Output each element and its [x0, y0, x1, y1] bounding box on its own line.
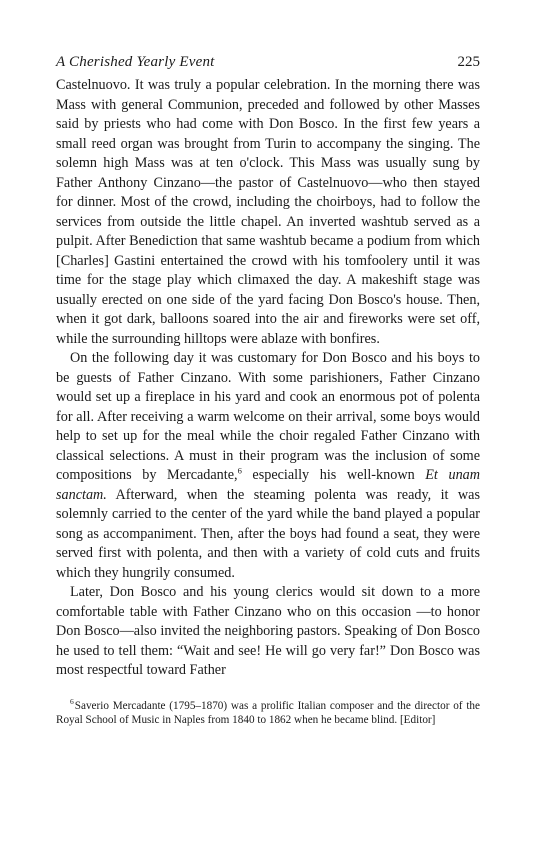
running-title: A Cherished Yearly Event	[56, 54, 215, 70]
paragraph-2-part-b: especially his well-known	[241, 467, 426, 483]
footnote-mark: 6	[70, 696, 74, 706]
footnote-reference: 6	[237, 465, 242, 476]
paragraph-2	[56, 349, 480, 583]
body-text	[56, 76, 480, 681]
paragraph-1: Castelnuovo. It was truly a popular celebration. In the morning there was Mass with general Communion, preceded and followed by other Masses said by priests who had come with Don Bosco. In the first few years a small reed organ was brought from Turin to accompany the singing. The solemn high Mass was at ten o'clock. This Mass was usually sung by Father Anthony Cinzano—the pastor of Castelnuovo—who then stayed for dinner. Most of the crowd, including the choirboys, had to follow the services from outside the little chapel. An inverted washtub served as a pulpit. After Benediction that same washtub became a podium from which [Charles] Gastini entertained the crowd with his tomfoolery until it was time for the stage play which climaxed the day. A makeshift stage was usually erected on one side of the yard facing Don Bosco's house. Then, when it got dark, balloons soared into the air and fireworks were set off, while the surrounding hilltops were ablaze with bonfires.	[56, 77, 480, 347]
page-number: 225	[457, 54, 480, 70]
paragraph-2-part-c: Afterward, when the steaming polenta was ready, it was solemnly carried to the center of the yard while the band played a popular song as accompaniment. Then, after the boys had found a seat, they were served first with polenta, and then with a variety of cold cuts and fruits which they hungrily consumed.	[56, 486, 480, 581]
running-head	[56, 52, 480, 72]
book-page	[56, 52, 480, 728]
work-title: Et unam sanctam.	[56, 467, 480, 503]
paragraph-2-part-a: On the following day it was customary for Don Bosco and his boys to be guests of Father Cinzano. With some parishioners, Father Cinzano would set up a fireplace in his yard and cook an enormous pot of polenta for all. After receiving a warm welcome on their arrival, some boys would help to set up for the meal while the choir regaled Father Cinzano with classical selections. A must in their program was the inclusion of some compositions by Mercadante,	[56, 350, 480, 483]
footnote	[56, 696, 480, 728]
footnote-text: Saverio Mercadante (1795–1870) was a prolific Italian composer and the director of the Royal School of Music in Naples from 1840 to 1862 when he became blind. [Editor]	[56, 699, 480, 726]
paragraph-3: Later, Don Bosco and his young clerics would sit down to a more comfortable table with Father Cinzano who on this occasion —to honor Don Bosco—also invited the neighboring pastors. Speaking of Don Bosco he used to tell them: “Wait and see! He will go very far!” Don Bosco was most respectful toward Father	[56, 584, 480, 678]
